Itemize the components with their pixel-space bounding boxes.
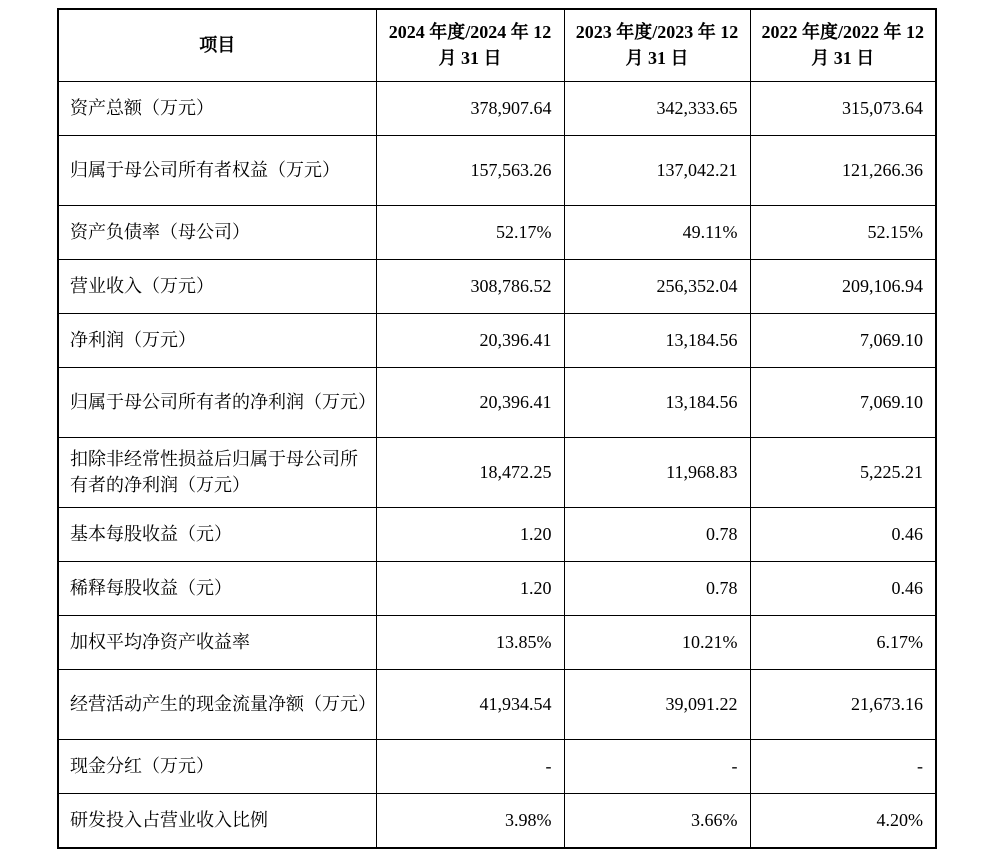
row-value: 1.20	[376, 562, 564, 616]
table-row	[58, 616, 936, 670]
row-value: 11,968.83	[564, 438, 750, 508]
row-value: 21,673.16	[750, 670, 936, 740]
row-label: 稀释每股收益（元）	[58, 562, 376, 616]
row-value: -	[564, 740, 750, 794]
row-value: 7,069.10	[750, 368, 936, 438]
row-value: 6.17%	[750, 616, 936, 670]
row-label: 净利润（万元）	[58, 314, 376, 368]
row-value: 13.85%	[376, 616, 564, 670]
row-value: 20,396.41	[376, 368, 564, 438]
row-value: 0.46	[750, 562, 936, 616]
table-header-row	[58, 9, 936, 82]
table-body	[58, 82, 936, 849]
row-value: 121,266.36	[750, 136, 936, 206]
row-value: 308,786.52	[376, 260, 564, 314]
row-value: 3.66%	[564, 794, 750, 849]
row-value: 137,042.21	[564, 136, 750, 206]
row-value: 378,907.64	[376, 82, 564, 136]
table-header	[58, 9, 936, 82]
row-value: 49.11%	[564, 206, 750, 260]
row-label: 资产负债率（母公司）	[58, 206, 376, 260]
row-label: 经营活动产生的现金流量净额（万元）	[58, 670, 376, 740]
row-label: 现金分红（万元）	[58, 740, 376, 794]
row-value: 39,091.22	[564, 670, 750, 740]
row-value: 0.46	[750, 508, 936, 562]
row-label: 扣除非经常性损益后归属于母公司所有者的净利润（万元）	[58, 438, 376, 508]
row-value: 41,934.54	[376, 670, 564, 740]
row-value: 52.17%	[376, 206, 564, 260]
row-value: 256,352.04	[564, 260, 750, 314]
row-value: 315,073.64	[750, 82, 936, 136]
table-row	[58, 260, 936, 314]
row-value: 0.78	[564, 508, 750, 562]
row-label: 加权平均净资产收益率	[58, 616, 376, 670]
financial-summary-table	[57, 8, 937, 849]
row-label: 资产总额（万元）	[58, 82, 376, 136]
row-label: 基本每股收益（元）	[58, 508, 376, 562]
row-value: 7,069.10	[750, 314, 936, 368]
row-value: 5,225.21	[750, 438, 936, 508]
row-value: 209,106.94	[750, 260, 936, 314]
row-label: 营业收入（万元）	[58, 260, 376, 314]
column-header-2023: 2023 年度/2023 年 12 月 31 日	[564, 9, 750, 82]
row-label: 归属于母公司所有者权益（万元）	[58, 136, 376, 206]
column-header-2022: 2022 年度/2022 年 12 月 31 日	[750, 9, 936, 82]
row-value: -	[750, 740, 936, 794]
row-value: 157,563.26	[376, 136, 564, 206]
table-row	[58, 136, 936, 206]
table-row	[58, 438, 936, 508]
table-row	[58, 508, 936, 562]
table-row	[58, 740, 936, 794]
table-row	[58, 314, 936, 368]
row-label: 归属于母公司所有者的净利润（万元）	[58, 368, 376, 438]
row-label: 研发投入占营业收入比例	[58, 794, 376, 849]
table-row	[58, 562, 936, 616]
table-row	[58, 794, 936, 849]
row-value: 4.20%	[750, 794, 936, 849]
column-header-2024: 2024 年度/2024 年 12 月 31 日	[376, 9, 564, 82]
row-value: 3.98%	[376, 794, 564, 849]
row-value: 0.78	[564, 562, 750, 616]
row-value: 13,184.56	[564, 314, 750, 368]
table-row	[58, 670, 936, 740]
table-row	[58, 206, 936, 260]
row-value: 342,333.65	[564, 82, 750, 136]
row-value: 52.15%	[750, 206, 936, 260]
table-row	[58, 82, 936, 136]
row-value: 1.20	[376, 508, 564, 562]
row-value: -	[376, 740, 564, 794]
row-value: 18,472.25	[376, 438, 564, 508]
column-header-item: 项目	[58, 9, 376, 82]
row-value: 13,184.56	[564, 368, 750, 438]
row-value: 20,396.41	[376, 314, 564, 368]
row-value: 10.21%	[564, 616, 750, 670]
table-row	[58, 368, 936, 438]
